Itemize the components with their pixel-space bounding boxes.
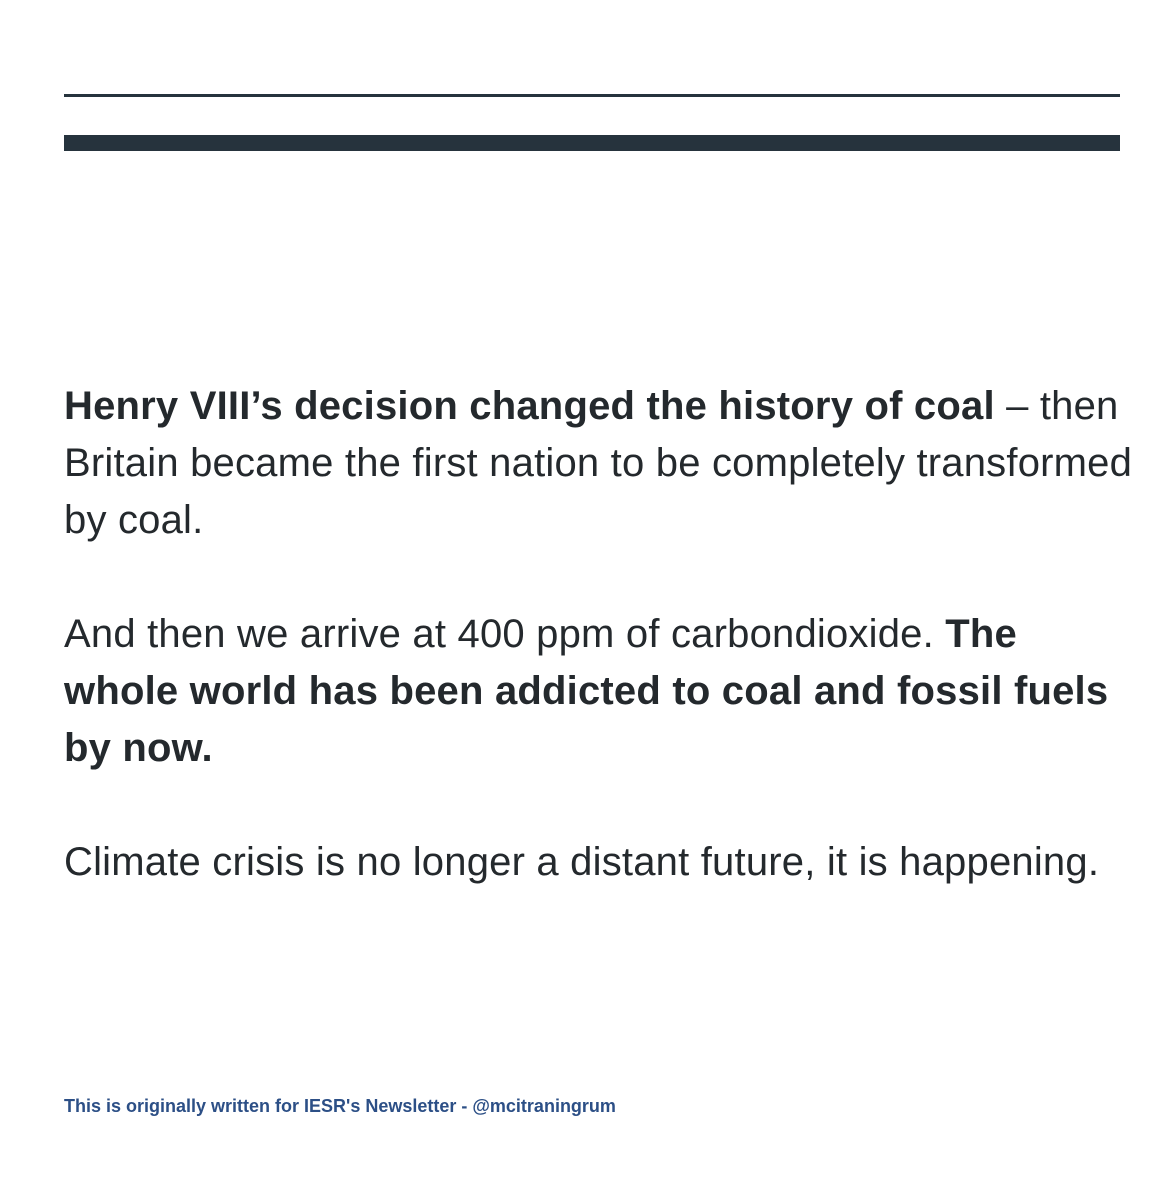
footer-credit: This is originally written for IESR's Newsletter - @mcitraningrum	[64, 1096, 616, 1116]
paragraph-henry-viii-bold: Henry VIII’s decision changed the history of coal	[64, 384, 995, 428]
top-thick-rule	[64, 135, 1120, 151]
paragraph-henry-viii-regular: – then Britain became the first nation to be completely transformed by coal.	[64, 384, 1133, 542]
paragraph-carbondioxide	[64, 606, 1134, 777]
paragraph-carbondioxide-bold: The whole world has been addicted to coal and fossil fuels by now.	[64, 612, 1109, 770]
paragraph-climate-crisis	[64, 834, 1134, 891]
top-thin-rule	[64, 94, 1120, 97]
paragraph-carbondioxide-regular: And then we arrive at 400 ppm of carbondioxide.	[64, 612, 946, 656]
article-body	[64, 378, 1134, 948]
paragraph-climate-crisis-regular: Climate crisis is no longer a distant future, it is happening.	[64, 840, 1100, 884]
paragraph-henry-viii	[64, 378, 1134, 549]
